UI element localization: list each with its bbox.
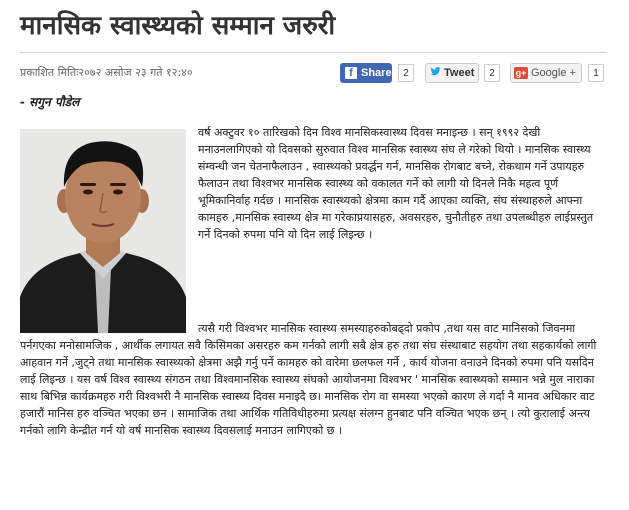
facebook-share-count: 2: [398, 64, 414, 82]
tweet-count: 2: [484, 64, 500, 82]
article-author: - सगुन पौडेल: [20, 95, 80, 109]
title-divider: [20, 52, 607, 53]
article-title: मानसिक स्वास्थ्यको सम्मान जरुरी: [20, 11, 336, 41]
facebook-icon: f: [345, 67, 357, 79]
article-paragraph-2-text: त्यसै गरी विश्वभर मानसिक स्वास्थ्य समस्याहरुकोबढ्दो प्रकोप ,तथा यस वाट मानिसको जिवनमा पर्नगएका मनोसामजिक , आर्थीक लगायत सवै किसिमका असरहरु कम गर्नको लागी सबै क्षेत्र हरु तथा संघ संस्थाबाट सहयोग तथा सहकार्यको लागी आहवान गर्ने ,जुट्ने तथा मानसिक स्वास्थ्यको क्षेत्रमा अझै गर्नु पर्ने कामहरु को वारेमा छलफल गर्ने , कार्य योजना वनाउने दिनको रुपमा पनि यसदिन लाई लिइन्छ । यस वर्ष विश्व स्वास्थ्य संगठन तथा विश्वमानसिक स्वास्थ्य संघको आयोजनमा विश्वभर ' मानसिक स्वास्थ्यको सम्मान भन्ने मुल नाराका साथ बिभिन्न कार्यक्रमहरु गरी विश्वभरी नै मानसिक स्वास्थ्य दिवस मनाइदै छ। मानसिक रोग वा समस्या भएको कारण ले गर्दा नै मानव अधिकार वाट हजारौं मानिस हरु वञ्चित भएका छन । सामाजिक तथा आर्थिक गतिविधीहरुमा प्रत्यक्ष संलग्न हुनबाट पनि वञ्चित भएक छन् । त्यो कुरालाई अन्त्य गर्नको लागि केन्द्रीत गर्न यो वर्ष मानसिक स्वास्थ्य दिवसलाई मनाउन लागिएको छ ।: [20, 322, 597, 437]
twitter-bird-icon: [430, 64, 441, 82]
author-photo: [20, 129, 186, 333]
facebook-share-button[interactable]: [340, 63, 392, 83]
article-paragraph-1: वर्ष अक्टुवर १० तारिखको दिन विश्व मानसिकस्वास्थ्य दिवस मनाइन्छ । सन् १९९२ देखी मनाउनलागिएको यो दिवसको सुरुवात विश्व मानसिक स्वास्थ्य संघ ले गरेको थियो । मानसिक स्वास्थ्य संम्वन्धी जन चेतनाफैलाउन , स्वास्थ्यको प्रवर्द्धन गर्न, मानसिक रोगबाट बच्ने, रोकथाम गर्ने उपायहरु फैलाउन तथा विश्वभर मानसिक स्वास्थ्य को वकालत गर्ने को लागी यो दिनले निकै महत्व पूर्ण भूमिकानिर्वाह गर्दछ । मानसिक स्वास्थ्यको क्षेत्रमा काम गर्दै आएका व्यक्ति, संघ संस्थाहरुले आफ्ना कामहरु ,मानसिक स्वास्थ्य क्षेत्र मा गरेकाप्रयासहरु, अवसरहरु, चुनौतीहरु तथा उपलब्धीहरु लाईप्रस्तुत गर्ने दिनको रुपमा पनि यो दिन लाई लिइन्छ ।: [198, 126, 594, 241]
article-paragraph-2: [20, 320, 610, 439]
facebook-share-label: Share: [361, 67, 392, 79]
google-plus-icon: g+: [515, 68, 527, 78]
google-plus-label: Google +: [531, 67, 576, 79]
tweet-button[interactable]: [425, 63, 479, 83]
published-date: प्रकाशित मितिः२०७२ असोज २३ गते १२:४०: [20, 66, 193, 79]
tweet-label: Tweet: [444, 67, 475, 79]
google-plus-count: 1: [588, 64, 604, 82]
google-plus-button[interactable]: [510, 63, 582, 83]
